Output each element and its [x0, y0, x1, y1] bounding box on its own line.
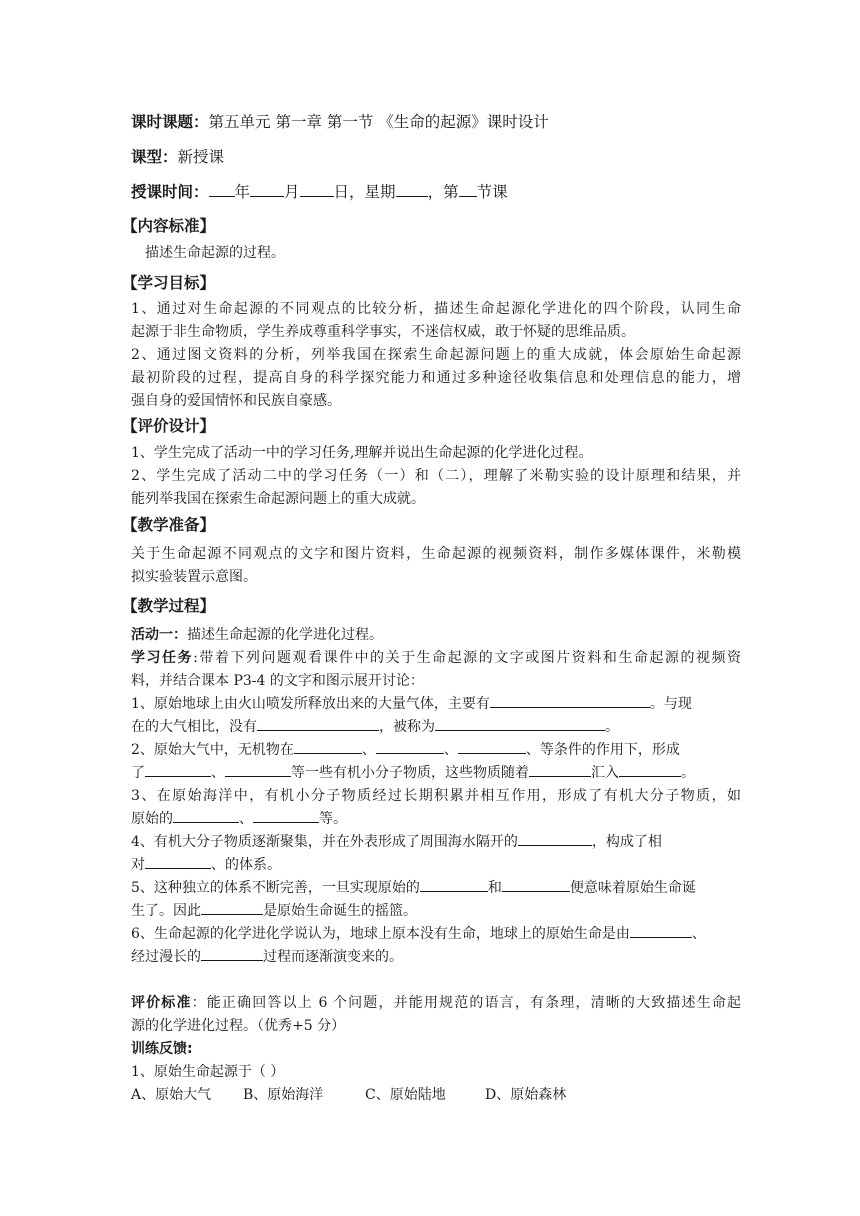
q-text: 便意味着原始生命诞	[569, 880, 696, 896]
task-label: 学习任务	[131, 650, 194, 666]
goal-1-line-1: 1、通过对生命起源的不同观点的比较分析，描述生命起源化学进化的四个阶段，认同生命	[131, 301, 741, 317]
q-text: 。	[681, 765, 695, 781]
question-6-line-1	[131, 923, 741, 943]
answer-blank	[420, 877, 488, 892]
answer-blank	[201, 946, 263, 961]
activity-text: 描述生命起源的化学进化过程。	[187, 627, 383, 643]
q-text: 、	[239, 811, 253, 827]
answer-blank	[529, 762, 591, 777]
question-5-line-1	[131, 877, 741, 897]
q-text: 是原始生命诞生的摇篮。	[263, 903, 417, 919]
time-part: 年	[234, 183, 251, 201]
q-text: 5、这种独立的体系不断完善，一旦实现原始的	[131, 880, 420, 896]
time-part: 节课	[476, 183, 508, 201]
task-line-2: 料，并结合课本 P3-4 的文字和图示展开讨论：	[131, 673, 424, 689]
blank	[459, 182, 477, 197]
question-1-line-1	[131, 693, 741, 713]
answer-blank	[145, 854, 211, 869]
q-text: 、	[361, 742, 376, 758]
question-5-line-2	[131, 900, 741, 920]
question-4-line-1	[131, 831, 741, 851]
q-text: 生了。因此	[131, 903, 201, 919]
time-part: 日，星期	[333, 183, 396, 201]
goal-1-line-2: 起源于非生命物质，学生养成尊重科学事实，不迷信权威，敢于怀疑的思维品质。	[131, 324, 635, 340]
answer-blank	[458, 739, 526, 754]
prep-line-1: 关于生命起源不同观点的文字和图片资料，生命起源的视频资料，制作多媒体课件，米勒模	[131, 546, 741, 562]
activity-1	[131, 624, 741, 644]
eval-2-line-1: 2、学生完成了活动二中的学习任务（一）和（二），理解了米勒实验的设计原理和结果，并	[131, 468, 741, 484]
q-text: ，构成了相	[591, 834, 662, 850]
answer-blank	[201, 900, 263, 915]
lesson-title	[131, 110, 741, 132]
q-text: 1、原始地球上由火山喷发所释放出来的大量气体，主要有	[131, 696, 490, 712]
section-heading-preparation: 【教学准备】	[122, 516, 216, 534]
criteria-line-2: 源的化学进化过程。（优秀+5 分）	[131, 1018, 346, 1034]
q-text: 2、原始大气中，无机物在	[131, 742, 294, 758]
answer-blank	[145, 762, 211, 777]
goal-2-line-1: 2、通过图文资料的分析，列举我国在探索生命起源问题上的重大成就，体会原始生命起源	[131, 347, 741, 363]
feedback-label: 训练反馈	[131, 1041, 187, 1057]
option-c: C、原始陆地	[365, 1087, 446, 1103]
question-2-line-2	[131, 762, 741, 782]
q-text: 原始的	[131, 811, 173, 827]
task-line-1	[131, 647, 741, 667]
q-text: 在的大气相比，没有	[131, 719, 257, 735]
answer-blank	[619, 762, 681, 777]
type-value: 新授课	[177, 148, 225, 166]
time-label: 授课时间：	[131, 183, 209, 201]
q-text: 等一些有机小分子物质，这些物质随着	[291, 765, 529, 781]
lesson-time	[131, 180, 741, 202]
title-value: 第五单元 第一章 第一节 《生命的起源》课时设计	[208, 113, 549, 131]
q-text: 过程而逐渐演变来的。	[263, 949, 403, 965]
q-text: 、	[443, 742, 458, 758]
feedback-colon: :	[187, 1041, 193, 1057]
task-text: :带着下列问题观看课件中的关于生命起源的文字或图片资料和生命起源的视频资	[193, 650, 742, 666]
activity-label: 活动一：	[131, 627, 187, 643]
answer-blank	[173, 808, 239, 823]
answer-blank	[518, 831, 592, 846]
answer-blank	[294, 739, 362, 754]
section-heading-process: 【教学过程】	[122, 597, 216, 615]
section-heading-evaluation: 【评价设计】	[122, 417, 216, 435]
eval-1: 1、学生完成了活动一中的学习任务,理解并说出生命起源的化学进化过程。	[131, 445, 593, 461]
blank	[396, 182, 428, 197]
q-text: 经过漫长的	[131, 949, 201, 965]
prep-line-2: 拟实验装置示意图。	[131, 569, 257, 585]
answer-blank	[376, 739, 444, 754]
q-text: ，被称为	[379, 719, 435, 735]
q-text: 、	[691, 926, 706, 942]
lesson-type	[131, 145, 741, 167]
eval-2-line-2: 能列举我国在探索生命起源问题上的重大成就。	[131, 491, 425, 507]
question-1-line-2	[131, 716, 741, 736]
q-text: 、的体系。	[211, 857, 281, 873]
title-label: 课时课题：	[131, 113, 209, 131]
criteria-line-1	[131, 992, 741, 1012]
goal-2-line-3: 强自身的爱国情怀和民族自豪感。	[131, 393, 341, 409]
section-heading-content-standard: 【内容标准】	[122, 217, 216, 235]
q-text: 汇入	[591, 765, 619, 781]
question-4-line-2	[131, 854, 741, 874]
q-text: 4、有机大分子物质逐渐聚集，并在外表形成了周围海水隔开的	[131, 834, 518, 850]
q-text: 6、生命起源的化学进化学说认为，地球上原本没有生命，地球上的原始生命是由	[131, 926, 630, 942]
goal-2-line-2: 最初阶段的过程，提高自身的科学探究能力和通过多种途径收集信息和处理信息的能力，增	[131, 370, 741, 386]
option-d: D、原始森林	[485, 1087, 567, 1103]
criteria-label: 评价标准	[131, 995, 192, 1011]
option-a: A、原始大气	[131, 1087, 212, 1103]
answer-blank	[253, 808, 319, 823]
q-text: 、	[211, 765, 225, 781]
q-text: 。	[605, 719, 619, 735]
question-2-line-1	[131, 739, 741, 759]
section-heading-goals: 【学习目标】	[122, 274, 216, 292]
q-text: 了	[131, 765, 145, 781]
answer-blank	[257, 716, 379, 731]
criteria-text: ：能正确回答以上 6 个问题，并能用规范的语言，有条理，清晰的大致描述生命起	[191, 995, 741, 1011]
option-b: B、原始海洋	[243, 1087, 324, 1103]
q-text: 对	[131, 857, 145, 873]
time-part: ，第	[427, 183, 459, 201]
blank	[250, 182, 284, 197]
blank	[209, 182, 235, 197]
content-standard-text: 描述生命起源的过程。	[145, 245, 285, 261]
answer-blank	[435, 716, 605, 731]
answer-blank	[490, 693, 650, 708]
q-text: 。与现	[649, 696, 692, 712]
answer-blank	[225, 762, 291, 777]
feedback-options	[131, 1084, 741, 1104]
feedback-question-1: 1、原始生命起源于（ ）	[131, 1064, 285, 1080]
q-text: 、等条件的作用下，形成	[525, 742, 680, 758]
question-3-line-1: 3、在原始海洋中，有机小分子物质经过长期积累并相互作用，形成了有机大分子物质，如	[131, 788, 741, 804]
feedback-heading	[131, 1038, 741, 1058]
type-label: 课型：	[131, 148, 178, 166]
time-part: 月	[284, 183, 300, 201]
blank	[300, 182, 334, 197]
question-6-line-2	[131, 946, 741, 966]
answer-blank	[502, 877, 570, 892]
answer-blank	[630, 923, 692, 938]
q-text: 等。	[319, 811, 347, 827]
question-3-line-2	[131, 808, 741, 828]
q-text: 和	[487, 880, 502, 896]
